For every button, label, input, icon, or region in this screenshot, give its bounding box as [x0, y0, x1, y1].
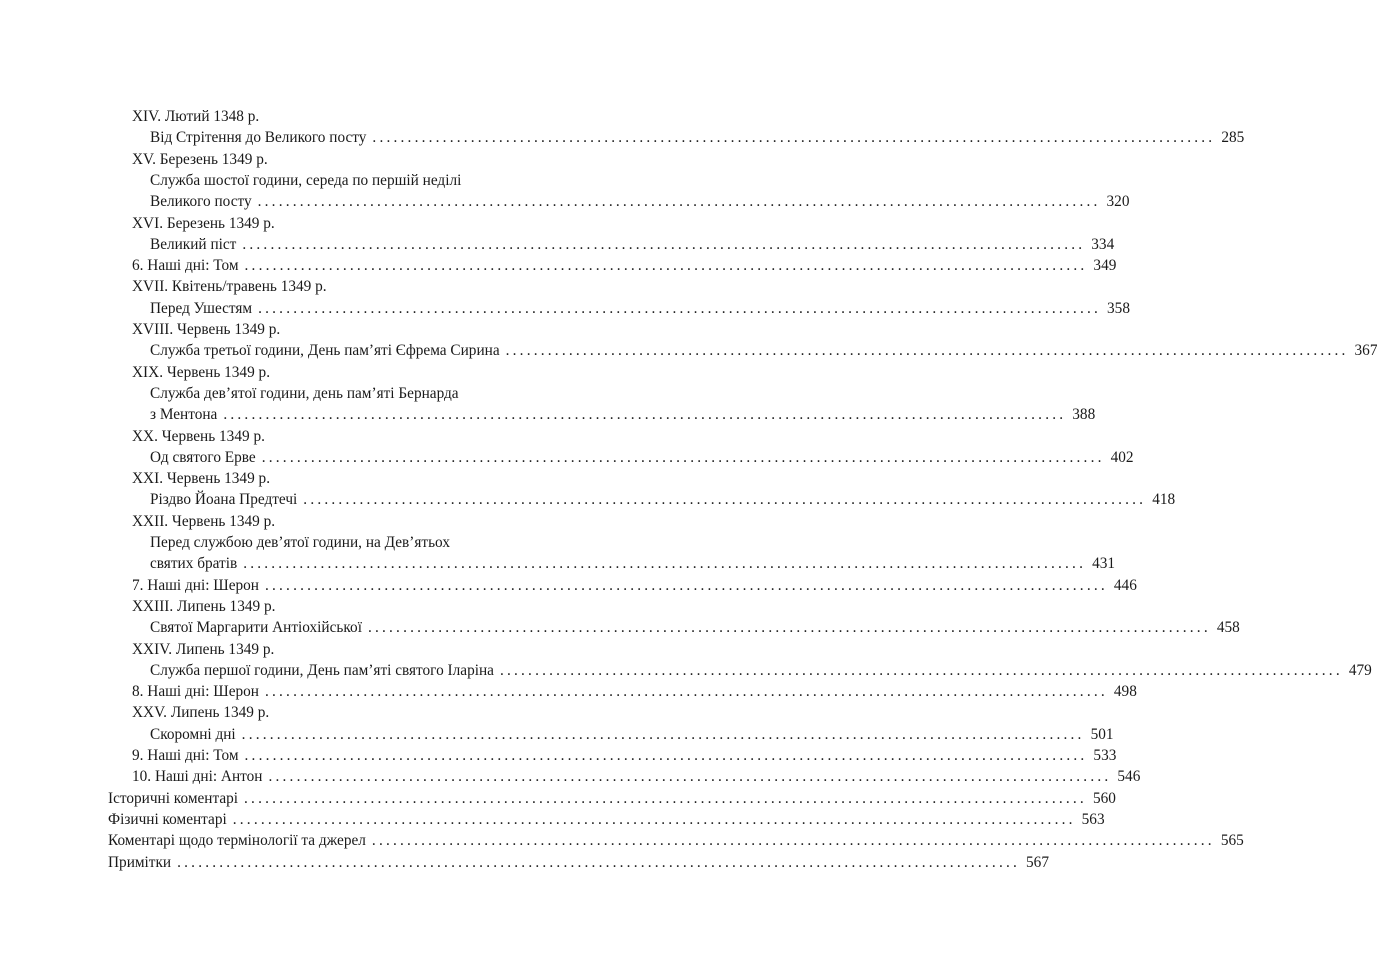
toc-entry-title: Фізичні коментарі [108, 810, 227, 828]
toc-entry [150, 191, 1130, 212]
toc-entry-title: Скоромні дні [150, 725, 236, 743]
toc-entry-title: XXI. Червень 1349 р. [132, 470, 271, 488]
toc-entry [150, 383, 587, 404]
toc-entry [150, 532, 587, 553]
toc-entry [150, 489, 1176, 510]
toc-entry [150, 553, 1116, 574]
toc-entry-title: Перед Ушестям [150, 299, 253, 317]
dot-leader: ........................................................................................................................ [372, 129, 1216, 147]
toc-entry-title: 10. Наші дні: Антон [132, 768, 263, 786]
toc-page-number: 565 [1220, 832, 1244, 850]
toc-page-number: 546 [1117, 768, 1141, 786]
toc-entry-title: XXIV. Липень 1349 р. [132, 640, 275, 658]
toc-page-number: 367 [1354, 342, 1377, 360]
dot-leader: ........................................................................................................................ [241, 725, 1085, 743]
toc-entry-title: Історичні коментарі [108, 789, 239, 807]
toc-entry-title: 8. Наші дні: Шерон [132, 683, 259, 701]
toc-page-number: 431 [1092, 555, 1116, 573]
dot-leader: ........................................................................................................................ [264, 683, 1108, 701]
toc-entry-title: святих братів [150, 555, 238, 573]
toc-entry-title: Святої Маргарити Антіохійської [150, 619, 362, 637]
toc-entry [132, 511, 587, 532]
toc-entry [132, 255, 1117, 276]
toc-entry-title: XXIII. Липень 1349 р. [132, 597, 276, 615]
toc-entry [150, 234, 1115, 255]
toc-page-number: 358 [1107, 299, 1130, 317]
toc-entry [132, 766, 1141, 787]
toc-entry-title: Перед службою дев’ятої години, на Дев’ятьох [150, 534, 450, 551]
toc-entry-title: XXII. Червень 1349 р. [132, 512, 276, 530]
toc-entry [132, 575, 1137, 596]
toc-entry-title: Служба першої години, День пам’яті святого Іларіна [150, 661, 494, 679]
toc-entry [150, 660, 1372, 681]
toc-entry-title: XXV. Липень 1349 р. [132, 704, 270, 722]
dot-leader: ........................................................................................................................ [257, 193, 1101, 211]
toc-page-number: 285 [1221, 129, 1245, 147]
toc-entry [132, 426, 587, 447]
toc-entry-title: Різдво Йоана Предтечі [150, 491, 298, 509]
toc-entry-title: XIV. Лютий 1348 р. [132, 108, 260, 125]
dot-leader: ........................................................................................................................ [367, 619, 1211, 637]
toc-entry [108, 809, 1105, 830]
toc-entry-title: Служба дев’ятої години, день пам’яті Бернарда [150, 384, 459, 402]
toc-entry [108, 830, 1244, 851]
toc-entry-title: XV. Березень 1349 р. [132, 150, 268, 168]
toc-page-number: 567 [1026, 853, 1049, 871]
toc-entry-title: XVIII. Червень 1349 р. [132, 321, 281, 338]
toc-entry [132, 106, 587, 127]
toc-entry-title: Від Стрітення до Великого посту [150, 129, 367, 147]
toc-page-number: 320 [1106, 193, 1130, 211]
toc-page-number: 402 [1110, 448, 1134, 466]
toc-entry-title: Великого посту [150, 193, 252, 211]
toc-entry-title: XVII. Квітень/травень 1349 р. [132, 278, 327, 296]
toc-entry [132, 276, 587, 297]
dot-leader: ........................................................................................................................ [268, 768, 1112, 786]
toc-entry-title: з Ментона [150, 406, 218, 424]
toc-page-number: 446 [1113, 576, 1137, 594]
dot-leader: ........................................................................................................................ [264, 576, 1108, 594]
toc-entry [150, 617, 1240, 638]
toc-entry [132, 213, 587, 234]
toc-entry [150, 298, 1130, 319]
toc-entry-title: Од святого Ерве [150, 448, 256, 466]
toc-page-number: 349 [1093, 257, 1117, 275]
toc-entry [108, 852, 1049, 873]
toc-entry [150, 404, 1096, 425]
toc-entry [150, 170, 587, 191]
toc-entry-title: XIX. Червень 1349 р. [132, 363, 271, 381]
toc-entry [132, 681, 1137, 702]
dot-leader: ........................................................................................................................ [244, 257, 1088, 275]
toc-entry-title: XX. Червень 1349 р. [132, 427, 265, 445]
dot-leader: ........................................................................................................................ [244, 789, 1087, 807]
dot-leader: ........................................................................................................................ [177, 853, 1021, 871]
toc-entry [132, 639, 587, 660]
dot-leader: ........................................................................................................................ [303, 491, 1147, 509]
toc-page-number: 334 [1091, 235, 1115, 253]
toc-page-number: 501 [1090, 725, 1114, 743]
toc-entry-title: Служба шостої години, середа по першій неділі [150, 171, 462, 189]
toc-entry [150, 127, 1245, 148]
toc-entry [150, 724, 1114, 745]
toc-entry-title: 6. Наші дні: Том [132, 257, 239, 275]
dot-leader: ........................................................................................................................ [242, 235, 1086, 253]
toc-entry [132, 702, 587, 723]
dot-leader: ........................................................................................................................ [261, 448, 1105, 466]
toc-entry [150, 447, 1134, 468]
toc-page-number: 479 [1348, 661, 1372, 679]
dot-leader: ........................................................................................................................ [223, 406, 1067, 424]
toc-page-number: 388 [1072, 406, 1096, 424]
toc-entry [132, 149, 587, 170]
toc-page-number: 458 [1216, 619, 1240, 637]
dot-leader: ........................................................................................................................ [258, 299, 1102, 317]
dot-leader: ........................................................................................................................ [499, 661, 1343, 679]
toc-page-number: 498 [1113, 683, 1137, 701]
toc-entry [132, 319, 587, 340]
toc-entry-title: Великий піст [150, 235, 237, 253]
dot-leader: ........................................................................................................................ [505, 342, 1349, 360]
toc-page-number: 560 [1092, 789, 1116, 807]
toc-entry [108, 788, 1116, 809]
toc-entry-title: 7. Наші дні: Шерон [132, 576, 259, 594]
toc-entry-title: Служба третьої години, День пам’яті Єфрема Сирина [150, 342, 500, 360]
dot-leader: ........................................................................................................................ [232, 810, 1076, 828]
dot-leader: ........................................................................................................................ [243, 555, 1087, 573]
toc-entry [132, 362, 587, 383]
toc-entry-title: Коментарі щодо термінології та джерел [108, 832, 366, 850]
toc-entry-title: 9. Наші дні: Том [132, 747, 239, 764]
toc-entry-title: Примітки [108, 853, 172, 871]
dot-leader: ........................................................................................................................ [371, 832, 1215, 850]
toc-entry [132, 745, 1117, 766]
toc-entry [132, 468, 587, 489]
toc-page-number: 563 [1081, 810, 1105, 828]
toc-entry [132, 596, 587, 617]
dot-leader: ........................................................................................................................ [244, 747, 1088, 764]
toc-page-number: 533 [1093, 747, 1117, 764]
toc-entry-title: XVI. Березень 1349 р. [132, 214, 275, 232]
toc-entry [150, 340, 1377, 361]
toc-page-number: 418 [1152, 491, 1176, 509]
